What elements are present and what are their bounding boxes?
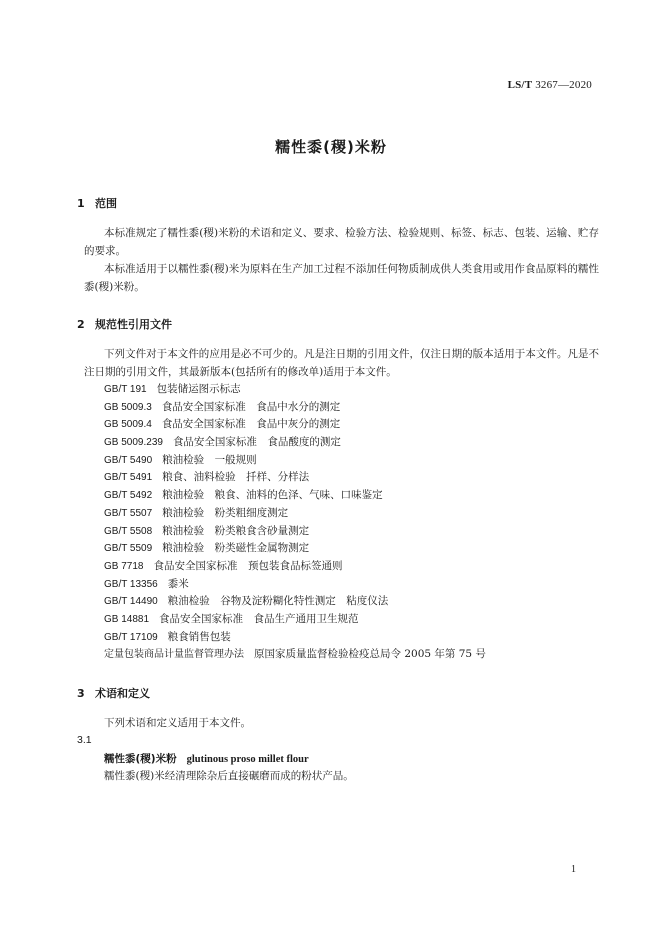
clause-number: 3.1 [77, 734, 92, 746]
reference-code: GB/T 5508 [104, 525, 153, 537]
reference-code: GB/T 5507 [104, 507, 153, 519]
reference-item [104, 646, 486, 664]
reference-title: 粮油检验 粮食、油料的色泽、气味、口味鉴定 [162, 489, 383, 502]
reference-item [104, 469, 486, 487]
section-title: 规范性引用文件 [95, 318, 172, 331]
reference-title: 食品安全国家标准 食品酸度的测定 [172, 436, 341, 449]
section-3-heading [77, 685, 150, 701]
reference-item [104, 611, 486, 629]
scope-paragraph-2: 本标准适用于以糯性黍(稷)米为原料在生产加工过程不添加任何物质制成供人类食用或用作食品原料的糯性黍(稷)米粉。 [84, 263, 599, 293]
reference-item [104, 381, 486, 399]
standard-prefix: LS/T [507, 79, 533, 91]
reference-title: 粮油检验 粉类粗细度测定 [162, 506, 289, 519]
reference-code: GB/T 5490 [104, 454, 153, 466]
references-intro: 下列文件对于本文件的应用是必不可少的。凡是注日期的引用文件，仅注日期的版本适用于本文件。凡是不注日期的引用文件，其最新版本(包括所有的修改单)适用于本文件。 [84, 348, 599, 378]
reference-code: GB 5009.3 [104, 401, 152, 413]
section-title: 范围 [95, 197, 117, 210]
reference-title: 粮食、油料检验 扦样、分样法 [162, 471, 310, 484]
reference-code: GB 5009.4 [104, 419, 152, 431]
standard-code: 3267—2020 [535, 79, 592, 91]
reference-title: 粮油检验 一般规则 [162, 453, 257, 466]
reference-item [104, 558, 486, 576]
reference-item [104, 416, 486, 434]
reference-item [104, 399, 486, 417]
reference-code: GB 7718 [104, 560, 144, 572]
reference-list [104, 381, 486, 664]
reference-item [104, 487, 486, 505]
reference-code: GB/T 5509 [104, 543, 153, 555]
reference-code: GB 5009.239 [104, 437, 163, 449]
section-1-heading [77, 195, 117, 211]
reference-item [104, 540, 486, 558]
reference-title: 原国家质量监督检验检疫总局令 2005 年第 75 号 [254, 648, 486, 661]
reference-code: GB/T 5491 [104, 472, 153, 484]
reference-title: 粮油检验 谷物及淀粉糊化特性测定 粘度仪法 [167, 595, 389, 608]
section-2-heading [77, 316, 172, 332]
section-number: 1 [77, 197, 85, 210]
reference-code: GB 14881 [104, 613, 150, 625]
reference-item [104, 452, 486, 470]
term-english: glutinous proso millet flour [186, 754, 309, 765]
reference-title: 食品安全国家标准 食品中水分的测定 [161, 400, 341, 413]
reference-code: 定量包装商品计量监督管理办法 [104, 649, 244, 661]
section-title: 术语和定义 [95, 687, 150, 700]
reference-item [104, 576, 486, 594]
term-chinese: 糯性黍(稷)米粉 [104, 753, 177, 765]
reference-item [104, 629, 486, 647]
terms-intro: 下列术语和定义适用于本文件。 [104, 717, 251, 729]
reference-title: 黍米 [167, 577, 189, 590]
term-definition: 糯性黍(稷)米经清理除杂后直接碾磨而成的粉状产品。 [104, 770, 354, 782]
reference-code: GB/T 17109 [104, 631, 158, 643]
reference-item [104, 523, 486, 541]
scope-paragraph-1: 本标准规定了糯性黍(稷)米粉的术语和定义、要求、检验方法、检验规则、标签、标志、包装、运输、贮存的要求。 [84, 227, 599, 257]
reference-title: 粮油检验 粉类磁性金属物测定 [162, 542, 310, 555]
reference-code: GB/T 13356 [104, 578, 158, 590]
reference-item [104, 505, 486, 523]
reference-code: GB/T 5492 [104, 490, 153, 502]
term-entry [104, 751, 309, 766]
reference-code: GB/T 14490 [104, 596, 158, 608]
reference-title: 粮食销售包装 [167, 630, 231, 643]
reference-title: 食品安全国家标准 食品中灰分的测定 [161, 418, 341, 431]
standard-number [508, 79, 592, 91]
reference-title: 粮油检验 粉类粮食含砂量测定 [162, 524, 310, 537]
page-number: 1 [571, 864, 576, 875]
reference-title: 食品安全国家标准 食品生产通用卫生规范 [159, 612, 359, 625]
section-number: 3 [77, 687, 85, 700]
reference-item [104, 434, 486, 452]
document-title: 糯性黍(稷)米粉 [275, 138, 387, 156]
reference-code: GB/T 191 [104, 384, 147, 395]
reference-item [104, 593, 486, 611]
reference-title: 包装储运图示标志 [156, 383, 241, 395]
reference-title: 食品安全国家标准 预包装食品标签通则 [153, 559, 343, 572]
section-number: 2 [77, 318, 85, 331]
